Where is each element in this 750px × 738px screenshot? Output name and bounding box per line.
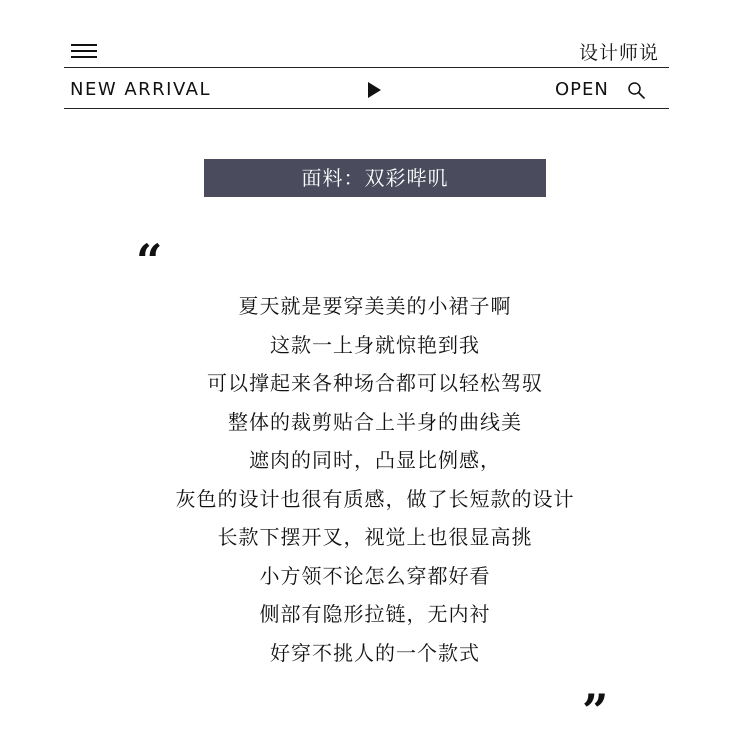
open-quote-icon: “ (136, 234, 163, 288)
description-line: 可以撑起来各种场合都可以轻松驾驭 (207, 371, 543, 395)
open-link[interactable]: OPEN (555, 79, 609, 100)
description-line: 小方领不论怎么穿都好看 (259, 563, 491, 588)
fabric-banner: 面料：双彩哔叽 (204, 159, 546, 197)
hamburger-menu-icon[interactable] (71, 44, 97, 59)
header-divider-bottom (64, 108, 669, 109)
description-line: 遮肉的同时，凸显比例感， (249, 448, 501, 472)
search-icon[interactable] (627, 81, 645, 99)
close-quote-icon: ” (582, 684, 609, 738)
new-arrival-link[interactable]: NEW ARRIVAL (70, 79, 211, 100)
header-divider-top (64, 67, 669, 68)
description-line: 长款下摆开叉，视觉上也很显高挑 (217, 525, 533, 549)
description-line: 好穿不挑人的一个款式 (270, 640, 480, 665)
description-line: 整体的裁剪贴合上半身的曲线美 (228, 409, 522, 434)
description-text (0, 287, 750, 672)
description-line: 夏天就是要穿美美的小裙子啊 (238, 294, 512, 318)
description-line: 侧部有隐形拉链，无内衬 (259, 602, 491, 626)
description-line: 灰色的设计也很有质感，做了长短款的设计 (175, 486, 575, 511)
play-icon[interactable] (368, 82, 381, 98)
brand-title: 设计师说 (578, 42, 659, 64)
description-line: 这款一上身就惊艳到我 (270, 332, 480, 357)
